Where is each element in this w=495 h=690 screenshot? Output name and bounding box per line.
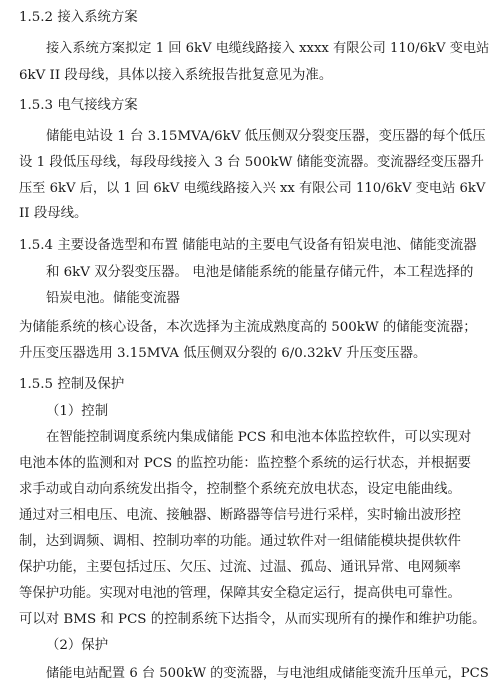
paragraph-line: 可以对 BMS 和 PCS 的控制系统下达指令，从而实现所有的操作和维护功能。 bbox=[19, 612, 486, 627]
paragraph-line: 电池本体的监测和对 PCS 的监控功能：监控整个系统的运行状态，并根据要 bbox=[19, 456, 472, 471]
paragraph-line: 压至 6kV 后，以 1 回 6kV 电缆线路接入兴 xx 有限公司 110/6kV 变电站 6kV bbox=[19, 181, 486, 196]
paragraph-line: 升压变压器选用 3.15MVA 低压侧双分裂的 6/0.32kV 升压变压器。 bbox=[19, 346, 427, 361]
section-heading-1-5-2: 1.5.2 接入系统方案 bbox=[19, 10, 138, 25]
section-heading-1-5-3: 1.5.3 电气接线方案 bbox=[19, 98, 138, 113]
paragraph-line: 等保护功能。实现对电池的管理，保障其安全稳定运行，提高供电可靠性。 bbox=[19, 586, 461, 601]
subheading-protection: （2）保护 bbox=[46, 638, 109, 653]
paragraph-line: 求手动或自动向系统发出指令，控制整个系统充放电状态，设定电能曲线。 bbox=[19, 482, 461, 497]
section-heading-1-5-4: 1.5.4 主要设备选型和布置 储能电站的主要电气设备有铅炭电池、储能变流器 bbox=[19, 238, 477, 253]
paragraph-line: 储能电站配置 6 台 500kW 的变流器，与电池组成储能变流升压单元，PCS bbox=[46, 666, 489, 681]
paragraph-line: 在智能控制调度系统内集成储能 PCS 和电池本体监控软件，可以实现对 bbox=[46, 430, 472, 445]
paragraph-line: 和 6kV 双分裂变压器。 电池是储能系统的能量存储元件，本工程选择的 bbox=[46, 265, 474, 280]
paragraph-line: 保护功能，主要包括过压、欠压、过流、过温、孤岛、通讯异常、电网频率 bbox=[19, 560, 461, 575]
paragraph-line: 铅炭电池。储能变流器 bbox=[46, 291, 180, 306]
paragraph-line: 通过对三相电压、电流、接触器、断路器等信号进行采样，实时输出波形控 bbox=[19, 508, 461, 523]
paragraph-line: 接入系统方案拟定 1 回 6kV 电缆线路接入 xxxx 有限公司 110/6kV 变电站 bbox=[46, 41, 490, 56]
paragraph-line: II 段母线。 bbox=[19, 206, 88, 221]
paragraph-line: 6kV II 段母线，具体以接入系统报告批复意见为准。 bbox=[19, 68, 333, 83]
paragraph-line: 储能电站设 1 台 3.15MVA/6kV 低压侧双分裂变压器，变压器的每个低压 bbox=[46, 129, 486, 144]
subheading-control: （1）控制 bbox=[46, 404, 109, 419]
section-heading-1-5-5: 1.5.5 控制及保护 bbox=[19, 377, 125, 392]
paragraph-line: 制，达到调频、调相、控制功率的功能。通过软件对一组储能模块提供软件 bbox=[19, 534, 461, 549]
paragraph-line: 设 1 段低压母线，每段母线接入 3 台 500kW 储能变流器。变流器经变压器升 bbox=[19, 155, 484, 170]
paragraph-line: 为储能系统的核心设备，本次选择为主流成熟度高的 500kW 的储能变流器； bbox=[19, 320, 477, 335]
